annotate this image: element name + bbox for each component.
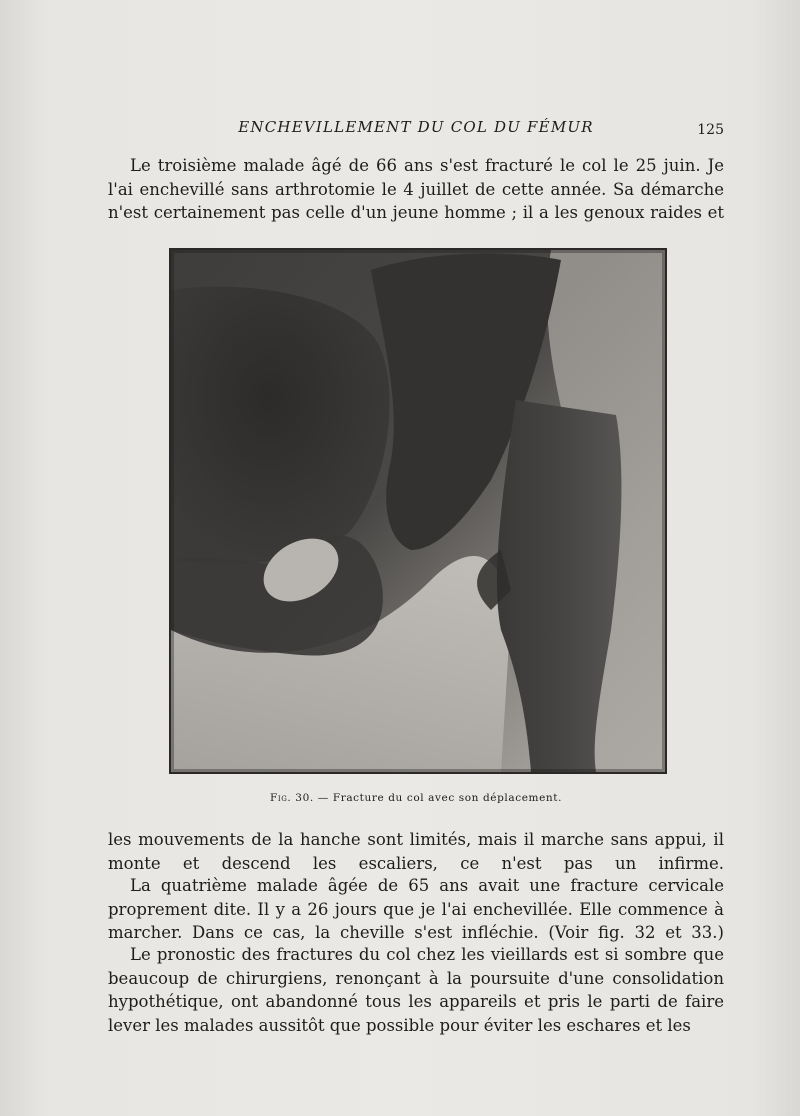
caption-text: Fracture du col avec son déplacement. [332, 792, 563, 804]
paragraph-mobility: les mouvements de la hanche sont limités, mais il marche sans appui, il monte et descend les escaliers, ce n'est pas un infirme. [108, 830, 724, 873]
figure-label: Fig. 30. [269, 792, 314, 804]
running-title: ENCHEVILLEMENT DU COL DU FÉMUR [238, 118, 594, 136]
page-number: 125 [697, 122, 724, 138]
running-head [108, 118, 724, 142]
paragraph-prognosis: Le pronostic des fractures du col chez les vieillards est si sombre que beaucoup de chirurgiens, renonçant à la poursuite d'une consolidation hypothétique, ont abandonné tous les appareils et pris le parti de faire lever les malades aussitôt que possible pour éviter les eschares et les [108, 945, 724, 1035]
hip-radiograph-image [171, 250, 665, 772]
caption-dash: — [317, 792, 329, 804]
paragraph-third-patient: Le troisième malade âgé de 66 ans s'est fracturé le col le 25 juin. Je l'ai enchevillé sans arthrotomie le 4 juillet de cette année. Sa démarche n'est certainement pas celle d'un jeune homme ; il a les genoux raides et [108, 156, 724, 223]
paragraph-fourth-patient: La quatrième malade âgée de 65 ans avait une fracture cervicale proprement dite. Il y a 26 jours que je l'ai enchevillée. Elle commence à marcher. Dans ce cas, la cheville s'est infléchie. (Voir fig. 32 et 33.) [108, 876, 724, 943]
radiograph-figure [169, 248, 667, 774]
figure-caption [108, 792, 724, 804]
